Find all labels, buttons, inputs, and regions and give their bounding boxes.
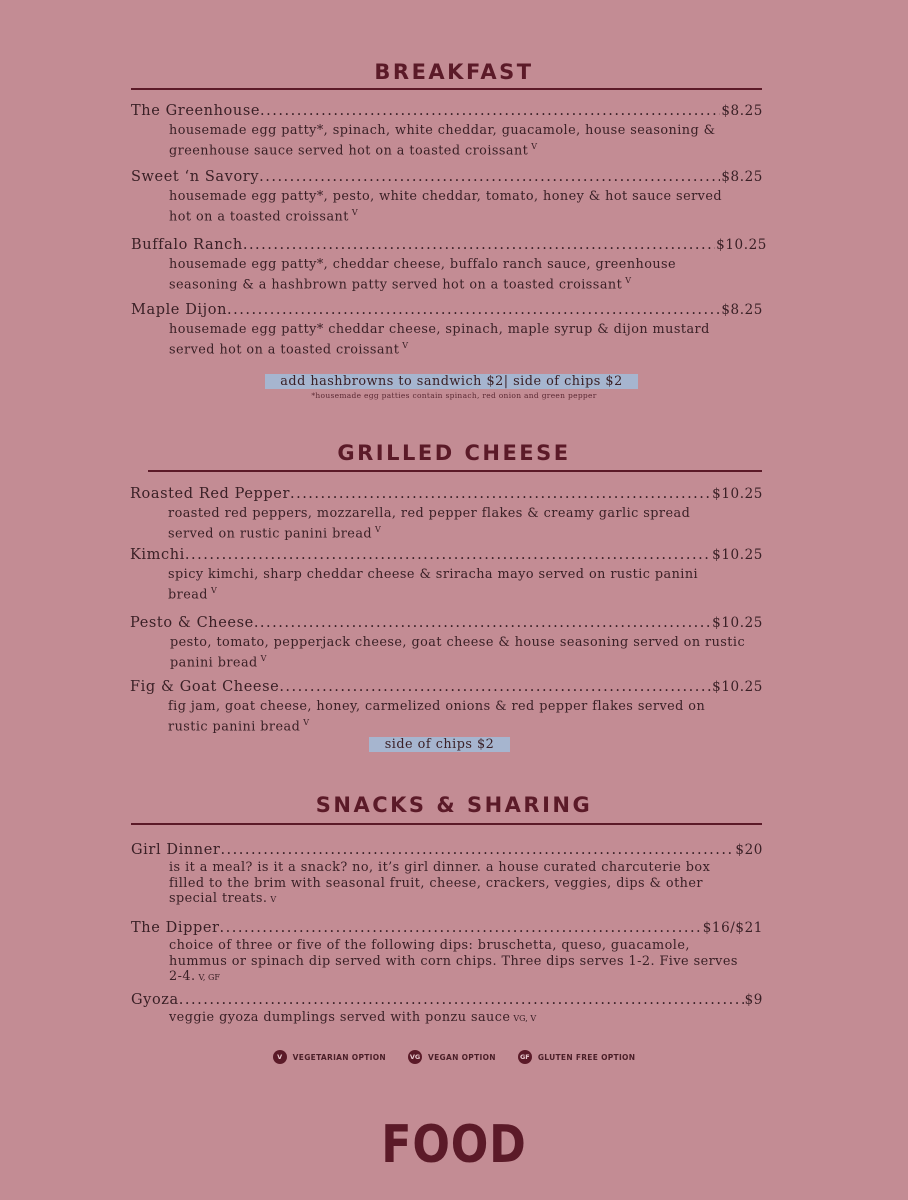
footnote: *housemade egg patties contain spinach, red onion and green pepper [311,391,597,400]
item-price: $8.25 [721,302,763,318]
item-name: Fig & Goat Cheese [130,679,280,695]
item-description: roasted red peppers, mozzarella, red pepper flakes & creamy garlic spread served on rustic panini bread [168,506,691,541]
menu-item [130,486,763,541]
item-description: veggie gyoza dumplings served with ponzu sauce [169,1010,511,1025]
dot-leader [254,615,711,631]
item-price: $10.25 [716,237,767,253]
item-description: housemade egg patty* cheddar cheese, spinach, maple syrup & dijon mustard served hot on a toasted croissant [169,322,710,357]
item-name: Maple Dijon [131,302,228,318]
dietary-tag: VG, V [513,1014,537,1023]
dot-leader [260,103,720,119]
vegetarian-tag: V [260,653,267,663]
dot-leader [243,237,715,253]
item-price: $8.25 [721,103,763,119]
legend-label: VEGETARIAN OPTION [292,1052,387,1062]
item-description: is it a meal? is it a snack? no, it’s girl dinner. a house curated charcuterie box filled to the brim with seasonal fruit, cheese, crackers, veggies, dips & other special treats. [169,860,711,907]
item-price: $10.25 [712,615,763,631]
item-name: The Dipper [131,920,220,936]
section-divider [148,470,762,472]
vegetarian-tag: V [270,895,277,905]
dietary-legend [0,1050,908,1064]
item-name: Roasted Red Pepper [130,486,290,502]
dot-leader [220,842,734,858]
vegetarian-tag: V [531,141,538,151]
dot-leader [220,920,702,936]
section-title-snacks: SNACKS & SHARING [315,793,593,817]
item-name: Pesto & Cheese [130,615,254,631]
legend-item-gluten-free [518,1050,635,1064]
vegan-badge-icon: VG [408,1050,422,1064]
section-title-grilled-cheese: GRILLED CHEESE [337,441,571,465]
vegetarian-tag: V [402,340,409,350]
item-name: Kimchi [130,547,185,563]
legend-item-vegetarian [273,1050,386,1064]
dot-leader [227,302,720,318]
section-title-breakfast: BREAKFAST [374,60,534,84]
vegetarian-tag: V [210,585,217,595]
dietary-tag: V, GF [198,973,220,983]
vegetarian-tag: V [625,275,631,285]
menu-item [130,615,763,670]
item-description: fig jam, goat cheese, honey, carmelized onions & red pepper flakes served on rustic panini bread [168,699,706,734]
item-description: housemade egg patty*, spinach, white cheddar, guacamole, house seasoning & greenhouse sauce served hot on a toasted croissant [169,123,716,158]
item-description: choice of three or five of the following dips: bruschetta, queso, guacamole, hummus or spinach dip served with corn chips. Three dips serves 1-2. Five serves 2-4. [169,938,738,985]
legend-item-vegan [408,1050,496,1064]
item-name: Sweet ‘n Savory [131,169,260,185]
item-description: housemade egg patty*, pesto, white cheddar, tomato, honey & hot sauce served hot on a toasted croissant [169,189,723,224]
gluten-free-badge-icon: GF [518,1050,532,1064]
item-price: $10.25 [712,547,763,563]
dot-leader [279,679,711,695]
addon-note: add hashbrowns to sandwich $2| side of chips $2 [265,374,638,389]
menu-item [130,679,763,734]
dot-leader [259,169,720,185]
vegetarian-tag: V [375,524,381,534]
vegetarian-badge-icon: V [273,1050,287,1064]
menu-item [131,103,763,158]
item-description: spicy kimchi, sharp cheddar cheese & sriracha mayo served on rustic panini bread [168,567,699,602]
item-description: housemade egg patty*, cheddar cheese, buffalo ranch sauce, greenhouse seasoning & a hashbrown patty served hot on a toasted croissant [169,257,677,292]
menu-item [131,842,763,908]
page-footer-title: FOOD [381,1115,527,1175]
item-price: $9 [744,992,763,1008]
menu-item [130,547,763,602]
item-price: $10.25 [712,486,763,502]
item-price: $8.25 [721,169,763,185]
menu-item [131,992,763,1027]
item-price: $20 [735,842,763,858]
item-name: Buffalo Ranch [131,237,243,253]
section-divider [131,823,762,825]
vegetarian-tag: V [303,717,309,727]
addon-note: side of chips $2 [369,737,510,752]
menu-item [131,920,763,986]
dot-leader [179,992,744,1008]
menu-item [131,169,763,224]
dot-leader [185,547,711,563]
legend-label: VEGAN OPTION [428,1052,496,1062]
section-divider [131,88,762,90]
item-price: $16/$21 [702,920,763,936]
menu-item [131,237,767,292]
item-name: Gyoza [131,992,179,1008]
menu-item [131,302,763,357]
item-name: Girl Dinner [131,842,221,858]
item-price: $10.25 [712,679,763,695]
item-description: pesto, tomato, pepperjack cheese, goat cheese & house seasoning served on rustic panini bread [170,635,746,670]
legend-label: GLUTEN FREE OPTION [537,1052,636,1062]
vegetarian-tag: V [351,207,358,217]
item-name: The Greenhouse [131,103,261,119]
dot-leader [290,486,711,502]
